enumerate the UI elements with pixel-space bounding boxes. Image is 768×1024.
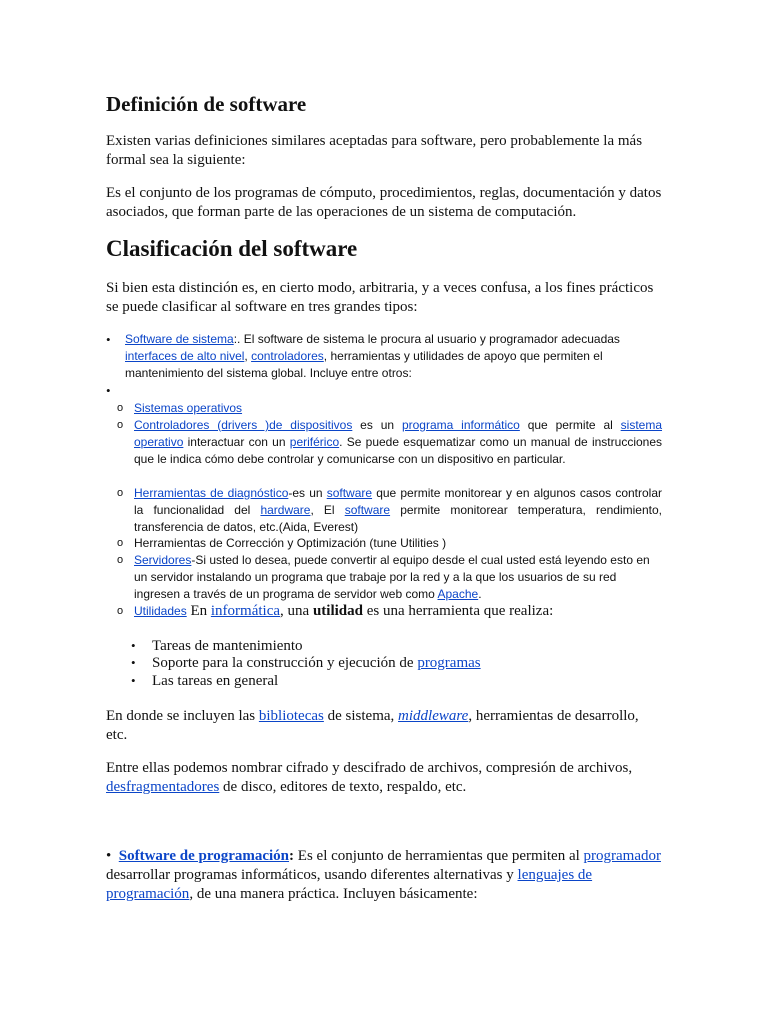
circle-bullet-so: o [117,402,124,414]
link-software-de-sistema[interactable]: Software de sistema [125,332,234,346]
paragraph-en-donde [106,707,646,745]
donde-text-2: de sistema, [323,708,399,724]
link-controladores[interactable]: controladores [251,349,324,363]
ctrl-text-2: que permite al [519,418,621,432]
link-servidores[interactable]: Servidores [134,553,192,567]
ctrl-text-1: es un [352,418,402,432]
link-controladores-dispositivos[interactable]: Controladores (drivers )de dispositivos [134,418,353,432]
link-middleware[interactable]: middleware [398,708,469,724]
ctrl-text-3: interactuar con un [183,435,290,449]
donde-text-1: En donde se incluyen las [106,708,259,724]
list-item-soporte [152,654,481,673]
circle-bullet-controladores: o [117,419,124,431]
bullet-tareas: • [131,638,136,653]
heading-clasificacion: Clasificación del software [106,236,358,261]
link-hardware[interactable]: hardware [260,503,311,517]
bullet-soporte: • [131,655,136,670]
link-informatica[interactable]: informática [210,603,281,619]
ctrl-text-4: . Se puede esquematizar como un manual de instrucciones que le indica cómo debe controlar y comunicarse con un dispositivo en particular. [134,435,662,466]
link-programas[interactable]: programas [417,655,481,671]
paragraph-conjunto: Es el conjunto de los programas de cómputo, procedimientos, reglas, documentación y datos asociados, que forman parte de las operaciones de un sistema de computación. [106,185,662,220]
subitem-servidores [134,552,664,603]
herr-text-1: -es un [288,486,327,500]
subitem-correccion: Herramientas de Corrección y Optimización (tune Utilities ) [134,536,447,550]
herr-text-3: , El [310,503,345,517]
bullet-empty: • [106,383,111,398]
link-software-1[interactable]: software [326,486,373,500]
util-text-2: , una [280,603,313,619]
link-programador[interactable]: programador [583,848,661,864]
soporte-text: Soporte para la construcción y ejecución de [152,655,418,671]
herr-text-4: permite monitorear temperatura, rendimiento, transferencia de datos, etc.(Aida, Everest) [134,503,662,534]
link-desfragmentadores[interactable]: desfragmentadores [106,779,220,795]
paragraph-definiciones: Existen varias definiciones similares aceptadas para software, pero probablemente la más formal sea la siguiente: [106,133,643,168]
link-software-2[interactable]: software [344,503,391,517]
serv-text-2: . [478,587,482,601]
bullet-software-sistema: • [106,332,111,347]
list-item-tareas-mantenimiento: Tareas de mantenimiento [152,638,303,654]
paragraph-distincion: Si bien esta distinción es, en cierto modo, arbitraria, y a veces confusa, a los fines prácticos se puede clasificar al software en tres grandes tipos: [106,280,654,315]
util-text-1: En [186,603,211,619]
circle-bullet-correccion: o [117,537,124,549]
util-bold: utilidad [312,603,363,619]
link-sistemas-operativos[interactable]: Sistemas operativos [134,401,243,415]
bullet-software-programacion: • [106,848,119,864]
link-utilidades[interactable]: Utilidades [134,604,187,618]
item-software-programacion [106,847,666,904]
item1-text-2: , [244,349,252,363]
item2-colon: : [289,848,295,864]
serv-text-1: -Si usted lo desea, puede convertir al equipo desde el cual usted está leyendo esto en un servidor instalando un programa que trabaje por la red y a la que los usuarios de su red ingresen a través de un programa de servidor web como [134,553,650,601]
circle-bullet-utilidades: o [117,605,124,617]
heading-definicion: Definición de software [106,92,307,116]
subitem-herramientas-diagnostico [134,485,662,536]
item1-text-3: , herramientas y utilidades de apoyo que permiten el mantenimiento del sistema global. Incluye entre otros: [125,349,603,380]
link-sistema-operativo[interactable]: sistema operativo [134,418,662,449]
donde-text-3: , herramientas de desarrollo, etc. [106,708,639,743]
link-apache[interactable]: Apache [437,587,479,601]
bullet-tareas-general: • [131,673,136,688]
subitem-controladores [134,417,662,468]
link-programa-informatico[interactable]: programa informático [401,418,520,432]
circle-bullet-servidores: o [117,554,124,566]
subitem-utilidades [134,602,664,621]
herr-text-2: que permite monitorear y en algunos casos controlar la funcionalidad del [134,486,663,517]
entre-text-1: Entre ellas podemos nombrar cifrado y descifrado de archivos, compresión de archivos, [106,760,633,776]
item1-text-1: :. El software de sistema le procura al usuario y programador adecuadas [233,332,620,346]
link-lenguajes-programacion[interactable]: lenguajes de programación [106,867,593,902]
link-interfaces-alto-nivel[interactable]: interfaces de alto nivel [125,349,245,363]
item2-text-2: desarrollar programas informáticos, usando diferentes alternativas y [106,867,518,883]
link-periferico[interactable]: periférico [289,435,340,449]
subitem-sistemas-operativos [134,400,662,417]
util-text-3: es una herramienta que realiza: [362,603,554,619]
list-item-tareas-general: Las tareas en general [152,673,279,689]
item2-text-1: Es el conjunto de herramientas que permiten al [294,848,584,864]
link-software-de-programacion[interactable]: Software de programación [118,848,290,864]
item2-text-3: , de una manera práctica. Incluyen básicamente: [189,886,478,902]
circle-bullet-herramientas: o [117,487,124,499]
entre-text-2: de disco, editores de texto, respaldo, etc. [219,779,467,795]
item-software-sistema [125,331,645,382]
link-herramientas-diagnostico[interactable]: Herramientas de diagnóstico [134,486,289,500]
paragraph-entre-ellas [106,759,646,797]
link-bibliotecas[interactable]: bibliotecas [258,708,324,724]
